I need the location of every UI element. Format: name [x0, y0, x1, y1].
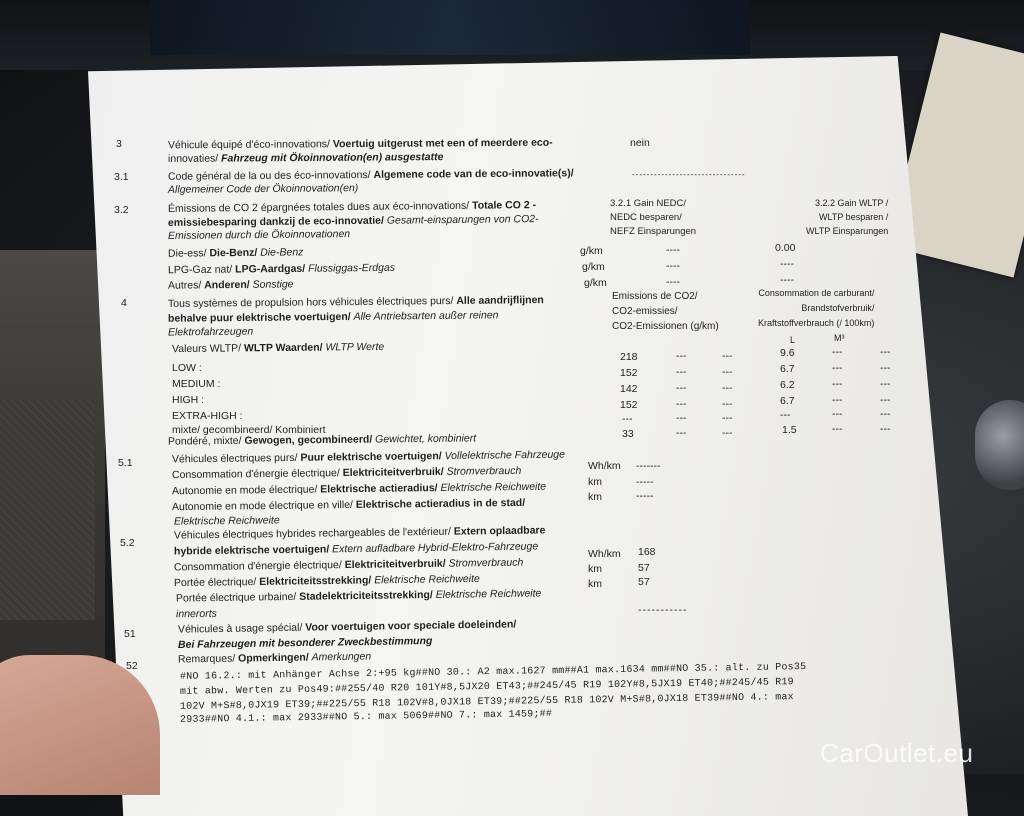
- value: ---: [832, 408, 843, 420]
- unit: Wh/km: [588, 548, 621, 560]
- row51-item: [172, 465, 521, 482]
- value: ---: [676, 382, 687, 394]
- row51b-value: -----------: [638, 604, 688, 616]
- remarks-line: mit abw. Werten zu Pos49:##255/40 R20 101Y#8,5JX20 ET43;##245/45 R19 102Y#8,5JX19 ET40;##245/45 R19: [179, 677, 794, 698]
- text-fr: Remarques/: [177, 652, 239, 666]
- text-nl: Puur elektrische voertuigen/: [300, 450, 445, 464]
- text-fr: Code général de la ou des éco-innovations/: [167, 168, 374, 183]
- text-de: Amerkungen: [311, 650, 372, 664]
- text-fr: Véhicules à usage spécial/: [177, 621, 306, 636]
- text-fr: LPG-Gaz nat/: [167, 263, 236, 277]
- row-number: 5.2: [120, 537, 135, 549]
- fuel-row-diesel: [168, 246, 304, 260]
- value: ---: [722, 427, 733, 439]
- row31-line2: Allgemeiner Code der Ökoinnovation(en): [167, 182, 359, 196]
- row-number: 3: [116, 138, 122, 150]
- row3-line1: [168, 137, 553, 153]
- text-fr: Portée électrique/: [173, 575, 260, 590]
- text-nl: Algemene code van de eco-innovatie(s)/: [373, 167, 574, 181]
- wltp-header: [806, 196, 888, 238]
- table-row-label: EXTRA-HIGH :: [172, 410, 243, 422]
- row51-item: [172, 497, 525, 514]
- row-number: 3.1: [114, 171, 129, 183]
- text-de: Vollelektrische Fahrzeuge: [444, 448, 566, 463]
- value: ---: [880, 423, 891, 435]
- text-nl: Elektrische actieradius/: [320, 482, 441, 496]
- text-de: Extern aufladbare Hybrid-Elektro-Fahrzeuge: [332, 540, 539, 556]
- value: ---: [676, 366, 687, 378]
- text-nl: Gewogen, gecombineerd/: [244, 433, 376, 447]
- value: ---: [722, 366, 733, 378]
- unit: g/km: [584, 277, 607, 289]
- row3-value: nein: [630, 137, 650, 149]
- value: ----: [780, 274, 794, 286]
- l-value: 6.7: [780, 363, 795, 375]
- text-de: Die-Benz: [260, 246, 304, 259]
- row52-item: [176, 587, 542, 605]
- remarks-line: #NO 16.2.: mit Anhänger Achse 2:+95 kg##NO 30.: A2 max.1627 mm##A1 max.1634 mm##NO 35.: alt. zu Pos35: [179, 662, 807, 683]
- text-nl: Elektriciteitsstrekking/: [259, 574, 375, 588]
- table-row-label: LOW :: [172, 362, 202, 374]
- row51b-line2: Bei Fahrzeugen mit besonderer Zweckbestimmung: [177, 635, 433, 651]
- header-line: NEFZ Einsparungen: [610, 226, 697, 237]
- text-de: Gesamt-einsparungen von CO2-: [386, 213, 539, 227]
- text-de: Flussiggas-Erdgas: [307, 261, 396, 275]
- text-fr: Véhicules électriques hybrides rechargeables de l'extérieur/: [173, 525, 454, 542]
- header-line: WLTP Einsparungen: [806, 226, 889, 236]
- text-nl: Anderen/: [204, 278, 253, 292]
- co2-value: 218: [620, 351, 638, 363]
- text-fr: Autonomie en mode électrique en ville/: [171, 498, 356, 514]
- header-line: CO2-Emissionen (g/km): [612, 321, 719, 332]
- row-number: 4: [121, 297, 127, 309]
- co2-value: ---: [622, 413, 633, 425]
- text-nl: Elektriciteitverbruik/: [342, 465, 447, 480]
- value: 57: [638, 562, 650, 574]
- row52b-title: [178, 650, 371, 666]
- unit: km: [588, 476, 602, 488]
- unit: g/km: [580, 245, 603, 257]
- row-number: 51: [124, 628, 136, 640]
- text-de: Elektrische Reichweite: [440, 480, 547, 495]
- text-fr: Véhicule équipé d'éco-innovations/: [167, 138, 333, 152]
- l-value: ---: [780, 409, 791, 421]
- text-fr: Émissions de CO 2 épargnées totales dues aux éco-innovations/: [167, 199, 473, 215]
- row51-tail: Elektrische Reichweite: [173, 514, 280, 528]
- header-line: WLTP besparen /: [819, 212, 889, 222]
- co2-value: 33: [622, 428, 634, 440]
- value: ---: [880, 362, 891, 374]
- text-fr: innovaties/: [167, 152, 222, 165]
- row52-item: [174, 557, 523, 575]
- value: ---: [832, 423, 843, 435]
- text-nl: LPG-Aardgas/: [235, 262, 309, 276]
- text-fr: Portée électrique urbaine/: [175, 590, 300, 605]
- value: ---: [880, 378, 891, 390]
- row31-line1: [168, 167, 574, 184]
- l-value: 1.5: [782, 424, 797, 436]
- text-de: Stromverbrauch: [448, 556, 524, 570]
- value: 0.00: [775, 242, 796, 254]
- row52-item: [174, 573, 480, 590]
- text-nl: Alle aandrijflijnen: [456, 294, 544, 307]
- value: -----: [636, 490, 654, 502]
- header-line: Consommation de carburant/: [758, 288, 875, 298]
- text-de: Alle Antriebsarten außer reinen: [353, 309, 499, 323]
- l-value: 6.7: [780, 395, 795, 407]
- fuel-row-lpg: [168, 262, 395, 277]
- table-row-label: MEDIUM :: [172, 378, 221, 390]
- text-de: Elektrische Reichweite: [374, 572, 480, 587]
- table-row-label: mixte/ gecombineerd/ Kombiniert: [172, 424, 326, 436]
- header-line: 3.2.1 Gain NEDC/: [610, 198, 687, 209]
- value: ---: [832, 378, 843, 390]
- text-nl: Die-Benz/: [209, 246, 261, 260]
- row3-line2: [168, 151, 443, 166]
- co2-value: 152: [620, 367, 638, 379]
- value: ----: [666, 244, 680, 256]
- value: ---: [676, 350, 687, 362]
- value: ---: [676, 427, 687, 439]
- row52-tail: innerorts: [175, 607, 217, 621]
- value: ---: [722, 350, 733, 362]
- text-nl: Elektrische actieradius in de stad/: [355, 496, 526, 511]
- text-nl: Totale CO 2 -: [472, 199, 537, 212]
- co2-header: [612, 289, 719, 334]
- fuel-row-other: [168, 278, 294, 292]
- row4-line3: Elektrofahrzeugen: [167, 325, 254, 339]
- header-line: NEDC besparen/: [610, 212, 682, 223]
- weighted-label: [168, 432, 476, 448]
- text-de: Sonstige: [252, 278, 294, 291]
- row4-line2: [168, 309, 499, 325]
- value: ---: [722, 398, 733, 410]
- value: ---: [880, 408, 891, 420]
- value: ---: [832, 362, 843, 374]
- row-number: 3.2: [114, 204, 129, 216]
- remarks-line: 2933##NO 4.1.: max 2933##NO 5.: max 5069##NO 7.: max 1459;##: [179, 709, 553, 726]
- co2-value: 142: [620, 383, 638, 395]
- text-de: Fahrzeug mit Ökoinnovation(en) ausgestatte: [221, 151, 444, 165]
- header-line: Kraftstoffverbrauch (/ 100km): [758, 318, 875, 328]
- text-nl: WLTP Waarden/: [243, 341, 326, 355]
- row31-value: -------------------------------: [632, 170, 746, 179]
- text-fr: Autonomie en mode électrique/: [171, 483, 321, 498]
- row51b-line1: [178, 618, 516, 636]
- value: ---: [880, 394, 891, 406]
- value: ---: [832, 346, 843, 358]
- row32-line3: Emissionen durch die Ökoinnovationen: [167, 228, 351, 242]
- value: ---: [722, 382, 733, 394]
- value: ----: [666, 260, 680, 272]
- value: ---: [832, 394, 843, 406]
- unit-l: L: [790, 335, 796, 345]
- text-nl: Extern oplaadbare: [453, 524, 546, 538]
- text-nl: Elektriciteitverbruik/: [344, 557, 449, 572]
- header-line: CO2-emissies/: [612, 306, 678, 317]
- text-nl: behalve puur elektrische voertuigen/: [167, 310, 354, 325]
- wltp-values-label: [172, 341, 384, 356]
- value: -------: [636, 460, 661, 472]
- value: ---: [676, 398, 687, 410]
- l-value: 6.2: [780, 379, 795, 391]
- row32-line2: [168, 213, 539, 230]
- row51-item: [172, 481, 546, 499]
- remarks-line: 102V M+S#8,0JX19 ET39;##225/55 R18 102V#8,0JX18 ET39;##225/55 R18 102V M+S#8,0JX18 ET39##NO 4.: max: [179, 692, 794, 713]
- nedc-header: [610, 197, 696, 239]
- text-fr: Die-ess/: [167, 247, 210, 260]
- value: ---: [676, 412, 687, 424]
- table-row-label: HIGH :: [172, 394, 205, 406]
- unit-m3: M³: [834, 333, 845, 343]
- text-de: WLTP Werte: [325, 340, 385, 354]
- text-nl: emissiebesparing dankzij de eco-innovatie/: [167, 214, 387, 229]
- text-fr: Consommation d'énergie électrique/: [173, 559, 345, 574]
- value: ---: [722, 412, 733, 424]
- text-fr: Consommation d'énergie électrique/: [171, 467, 343, 482]
- text-nl: Voertuig uitgerust met een of meerdere eco-: [332, 136, 553, 151]
- text-fr: Pondéré, mixte/: [167, 434, 245, 448]
- value: -----: [636, 476, 654, 488]
- text-nl: Stadelektriciteitsstrekking/: [299, 588, 436, 603]
- header-line: 3.2.2 Gain WLTP /: [815, 198, 889, 208]
- unit: g/km: [582, 261, 605, 273]
- row-number: 52: [126, 660, 138, 672]
- text-fr: Valeurs WLTP/: [171, 342, 245, 356]
- text-nl: Opmerkingen/: [238, 651, 312, 665]
- value: ---: [880, 346, 891, 358]
- text-fr: Autres/: [167, 279, 205, 292]
- watermark-logo: CarOutlet.eu: [820, 738, 974, 768]
- text-de: Gewichtet, kombiniert: [375, 432, 477, 446]
- row51-line1: [172, 449, 565, 467]
- value: 168: [638, 546, 656, 558]
- co2-value: 152: [620, 399, 638, 411]
- unit: km: [588, 491, 602, 503]
- unit: km: [588, 578, 602, 590]
- header-line: Emissions de CO2/: [612, 291, 698, 302]
- text-fr: Tous systèmes de propulsion hors véhicules électriques purs/: [167, 294, 457, 310]
- unit: km: [588, 563, 602, 575]
- header-line: Brandstofverbruik/: [801, 303, 875, 313]
- text-de: Elektrische Reichweite: [435, 587, 542, 601]
- text-nl: Voor voertuigen voor speciale doeleinden/: [305, 618, 517, 634]
- value: ----: [666, 276, 680, 288]
- text-de: Stromverbrauch: [446, 464, 522, 478]
- value: ----: [780, 258, 794, 270]
- row-number: 5.1: [118, 457, 133, 469]
- value: 57: [638, 576, 650, 588]
- text-fr: Véhicules électriques purs/: [171, 451, 301, 466]
- unit: Wh/km: [588, 460, 621, 472]
- row52-line2: [174, 540, 538, 558]
- fuel-consumption-header: [758, 286, 874, 331]
- l-value: 9.6: [780, 347, 795, 359]
- text-nl: hybride elektrische voertuigen/: [173, 543, 333, 558]
